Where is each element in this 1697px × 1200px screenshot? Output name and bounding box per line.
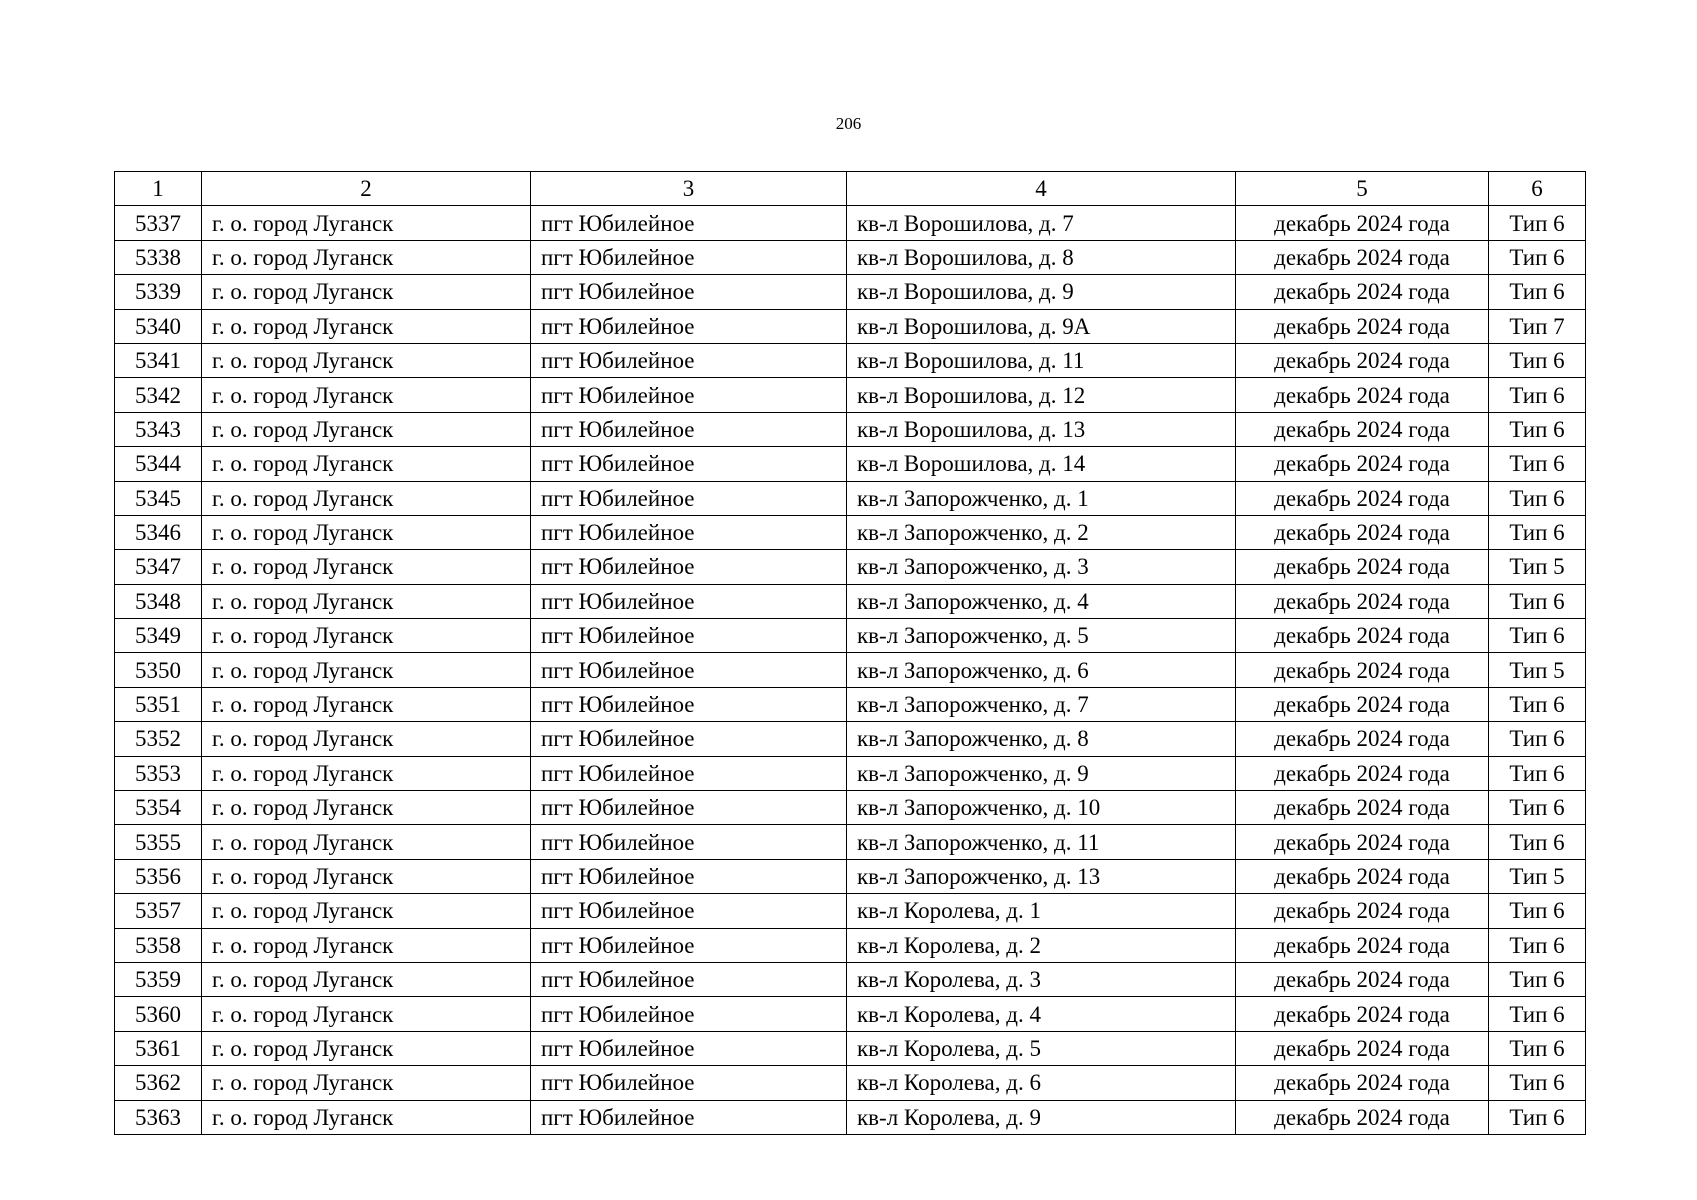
settlement-cell: пгт Юбилейное: [531, 687, 847, 721]
settlement-cell: пгт Юбилейное: [531, 653, 847, 687]
table-row: [115, 240, 1586, 274]
settlement-cell: пгт Юбилейное: [531, 1100, 847, 1134]
settlement-cell: пгт Юбилейное: [531, 756, 847, 790]
type-cell: Тип 6: [1489, 962, 1586, 996]
municipality-cell: г. о. город Луганск: [202, 825, 531, 859]
row-number-cell: 5342: [115, 378, 202, 412]
address-cell: кв-л Ворошилова, д. 9А: [847, 309, 1236, 343]
type-cell: Тип 6: [1489, 481, 1586, 515]
deadline-cell: декабрь 2024 года: [1236, 412, 1489, 446]
table-row: [115, 447, 1586, 481]
municipality-cell: г. о. город Луганск: [202, 619, 531, 653]
type-cell: Тип 6: [1489, 825, 1586, 859]
settlement-cell: пгт Юбилейное: [531, 928, 847, 962]
deadline-cell: декабрь 2024 года: [1236, 791, 1489, 825]
municipality-cell: г. о. город Луганск: [202, 859, 531, 893]
settlement-cell: пгт Юбилейное: [531, 412, 847, 446]
municipality-cell: г. о. город Луганск: [202, 481, 531, 515]
deadline-cell: декабрь 2024 года: [1236, 515, 1489, 549]
municipality-cell: г. о. город Луганск: [202, 206, 531, 240]
address-cell: кв-л Ворошилова, д. 7: [847, 206, 1236, 240]
settlement-cell: пгт Юбилейное: [531, 447, 847, 481]
municipality-cell: г. о. город Луганск: [202, 894, 531, 928]
table-row: [115, 825, 1586, 859]
deadline-cell: декабрь 2024 года: [1236, 343, 1489, 377]
settlement-cell: пгт Юбилейное: [531, 240, 847, 274]
settlement-cell: пгт Юбилейное: [531, 894, 847, 928]
row-number-cell: 5354: [115, 791, 202, 825]
municipality-cell: г. о. город Луганск: [202, 584, 531, 618]
deadline-cell: декабрь 2024 года: [1236, 1100, 1489, 1134]
deadline-cell: декабрь 2024 года: [1236, 825, 1489, 859]
deadline-cell: декабрь 2024 года: [1236, 240, 1489, 274]
address-cell: кв-л Ворошилова, д. 8: [847, 240, 1236, 274]
header-col-3: 3: [531, 172, 847, 206]
deadline-cell: декабрь 2024 года: [1236, 894, 1489, 928]
municipality-cell: г. о. город Луганск: [202, 412, 531, 446]
address-cell: кв-л Ворошилова, д. 14: [847, 447, 1236, 481]
municipality-cell: г. о. город Луганск: [202, 653, 531, 687]
settlement-cell: пгт Юбилейное: [531, 550, 847, 584]
type-cell: Тип 6: [1489, 687, 1586, 721]
row-number-cell: 5345: [115, 481, 202, 515]
type-cell: Тип 6: [1489, 722, 1586, 756]
settlement-cell: пгт Юбилейное: [531, 584, 847, 618]
header-col-4: 4: [847, 172, 1236, 206]
settlement-cell: пгт Юбилейное: [531, 378, 847, 412]
settlement-cell: пгт Юбилейное: [531, 515, 847, 549]
address-cell: кв-л Ворошилова, д. 13: [847, 412, 1236, 446]
deadline-cell: декабрь 2024 года: [1236, 653, 1489, 687]
table-row: [115, 687, 1586, 721]
deadline-cell: декабрь 2024 года: [1236, 447, 1489, 481]
deadline-cell: декабрь 2024 года: [1236, 722, 1489, 756]
register-table: [114, 171, 1586, 1135]
address-cell: кв-л Запорожченко, д. 11: [847, 825, 1236, 859]
table-row: [115, 619, 1586, 653]
settlement-cell: пгт Юбилейное: [531, 309, 847, 343]
municipality-cell: г. о. город Луганск: [202, 515, 531, 549]
deadline-cell: декабрь 2024 года: [1236, 687, 1489, 721]
table-row: [115, 653, 1586, 687]
address-cell: кв-л Запорожченко, д. 9: [847, 756, 1236, 790]
address-cell: кв-л Королева, д. 2: [847, 928, 1236, 962]
address-cell: кв-л Запорожченко, д. 3: [847, 550, 1236, 584]
municipality-cell: г. о. город Луганск: [202, 1031, 531, 1065]
type-cell: Тип 6: [1489, 894, 1586, 928]
address-cell: кв-л Ворошилова, д. 9: [847, 275, 1236, 309]
deadline-cell: декабрь 2024 года: [1236, 619, 1489, 653]
municipality-cell: г. о. город Луганск: [202, 1100, 531, 1134]
address-cell: кв-л Запорожченко, д. 8: [847, 722, 1236, 756]
table-row: [115, 962, 1586, 996]
settlement-cell: пгт Юбилейное: [531, 1066, 847, 1100]
table-row: [115, 275, 1586, 309]
settlement-cell: пгт Юбилейное: [531, 1031, 847, 1065]
row-number-cell: 5355: [115, 825, 202, 859]
type-cell: Тип 6: [1489, 378, 1586, 412]
table-row: [115, 481, 1586, 515]
municipality-cell: г. о. город Луганск: [202, 962, 531, 996]
address-cell: кв-л Ворошилова, д. 12: [847, 378, 1236, 412]
settlement-cell: пгт Юбилейное: [531, 962, 847, 996]
row-number-cell: 5338: [115, 240, 202, 274]
table-row: [115, 584, 1586, 618]
type-cell: Тип 6: [1489, 584, 1586, 618]
type-cell: Тип 6: [1489, 928, 1586, 962]
settlement-cell: пгт Юбилейное: [531, 481, 847, 515]
header-col-1: 1: [115, 172, 202, 206]
municipality-cell: г. о. город Луганск: [202, 756, 531, 790]
row-number-cell: 5337: [115, 206, 202, 240]
row-number-cell: 5352: [115, 722, 202, 756]
row-number-cell: 5358: [115, 928, 202, 962]
deadline-cell: декабрь 2024 года: [1236, 997, 1489, 1031]
type-cell: Тип 7: [1489, 309, 1586, 343]
row-number-cell: 5341: [115, 343, 202, 377]
deadline-cell: декабрь 2024 года: [1236, 1066, 1489, 1100]
address-cell: кв-л Запорожченко, д. 4: [847, 584, 1236, 618]
municipality-cell: г. о. город Луганск: [202, 550, 531, 584]
settlement-cell: пгт Юбилейное: [531, 206, 847, 240]
row-number-cell: 5360: [115, 997, 202, 1031]
address-cell: кв-л Королева, д. 5: [847, 1031, 1236, 1065]
type-cell: Тип 5: [1489, 550, 1586, 584]
row-number-cell: 5349: [115, 619, 202, 653]
table-row: [115, 1031, 1586, 1065]
settlement-cell: пгт Юбилейное: [531, 791, 847, 825]
table-row: [115, 550, 1586, 584]
table-row: [115, 722, 1586, 756]
type-cell: Тип 6: [1489, 343, 1586, 377]
municipality-cell: г. о. город Луганск: [202, 275, 531, 309]
row-number-cell: 5344: [115, 447, 202, 481]
table-row: [115, 309, 1586, 343]
table-row: [115, 1066, 1586, 1100]
deadline-cell: декабрь 2024 года: [1236, 962, 1489, 996]
address-cell: кв-л Запорожченко, д. 13: [847, 859, 1236, 893]
deadline-cell: декабрь 2024 года: [1236, 756, 1489, 790]
row-number-cell: 5343: [115, 412, 202, 446]
table-row: [115, 412, 1586, 446]
table-row: [115, 378, 1586, 412]
address-cell: кв-л Запорожченко, д. 1: [847, 481, 1236, 515]
type-cell: Тип 5: [1489, 653, 1586, 687]
table-row: [115, 859, 1586, 893]
settlement-cell: пгт Юбилейное: [531, 619, 847, 653]
settlement-cell: пгт Юбилейное: [531, 722, 847, 756]
deadline-cell: декабрь 2024 года: [1236, 309, 1489, 343]
municipality-cell: г. о. город Луганск: [202, 722, 531, 756]
type-cell: Тип 5: [1489, 859, 1586, 893]
table-row: [115, 791, 1586, 825]
row-number-cell: 5357: [115, 894, 202, 928]
deadline-cell: декабрь 2024 года: [1236, 378, 1489, 412]
municipality-cell: г. о. город Луганск: [202, 928, 531, 962]
type-cell: Тип 6: [1489, 275, 1586, 309]
type-cell: Тип 6: [1489, 619, 1586, 653]
address-cell: кв-л Королева, д. 1: [847, 894, 1236, 928]
table-row: [115, 1100, 1586, 1134]
header-col-2: 2: [202, 172, 531, 206]
municipality-cell: г. о. город Луганск: [202, 343, 531, 377]
address-cell: кв-л Королева, д. 9: [847, 1100, 1236, 1134]
row-number-cell: 5350: [115, 653, 202, 687]
type-cell: Тип 6: [1489, 206, 1586, 240]
row-number-cell: 5356: [115, 859, 202, 893]
row-number-cell: 5339: [115, 275, 202, 309]
type-cell: Тип 6: [1489, 515, 1586, 549]
settlement-cell: пгт Юбилейное: [531, 275, 847, 309]
table-row: [115, 997, 1586, 1031]
table-row: [115, 515, 1586, 549]
settlement-cell: пгт Юбилейное: [531, 859, 847, 893]
address-cell: кв-л Запорожченко, д. 2: [847, 515, 1236, 549]
row-number-cell: 5363: [115, 1100, 202, 1134]
table-row: [115, 343, 1586, 377]
row-number-cell: 5359: [115, 962, 202, 996]
table-row: [115, 894, 1586, 928]
deadline-cell: декабрь 2024 года: [1236, 275, 1489, 309]
deadline-cell: декабрь 2024 года: [1236, 206, 1489, 240]
type-cell: Тип 6: [1489, 1031, 1586, 1065]
type-cell: Тип 6: [1489, 1100, 1586, 1134]
type-cell: Тип 6: [1489, 756, 1586, 790]
deadline-cell: декабрь 2024 года: [1236, 550, 1489, 584]
municipality-cell: г. о. город Луганск: [202, 997, 531, 1031]
address-cell: кв-л Запорожченко, д. 6: [847, 653, 1236, 687]
address-cell: кв-л Запорожченко, д. 10: [847, 791, 1236, 825]
type-cell: Тип 6: [1489, 447, 1586, 481]
row-number-cell: 5351: [115, 687, 202, 721]
municipality-cell: г. о. город Луганск: [202, 791, 531, 825]
table-row: [115, 756, 1586, 790]
table-body: [115, 206, 1586, 1135]
settlement-cell: пгт Юбилейное: [531, 825, 847, 859]
type-cell: Тип 6: [1489, 412, 1586, 446]
row-number-cell: 5347: [115, 550, 202, 584]
header-col-6: 6: [1489, 172, 1586, 206]
deadline-cell: декабрь 2024 года: [1236, 859, 1489, 893]
row-number-cell: 5362: [115, 1066, 202, 1100]
row-number-cell: 5348: [115, 584, 202, 618]
table-row: [115, 928, 1586, 962]
address-cell: кв-л Королева, д. 6: [847, 1066, 1236, 1100]
municipality-cell: г. о. город Луганск: [202, 1066, 531, 1100]
row-number-cell: 5353: [115, 756, 202, 790]
type-cell: Тип 6: [1489, 1066, 1586, 1100]
deadline-cell: декабрь 2024 года: [1236, 584, 1489, 618]
address-cell: кв-л Ворошилова, д. 11: [847, 343, 1236, 377]
row-number-cell: 5340: [115, 309, 202, 343]
municipality-cell: г. о. город Луганск: [202, 240, 531, 274]
type-cell: Тип 6: [1489, 240, 1586, 274]
type-cell: Тип 6: [1489, 997, 1586, 1031]
type-cell: Тип 6: [1489, 791, 1586, 825]
row-number-cell: 5361: [115, 1031, 202, 1065]
table-header: [115, 172, 1586, 206]
header-col-5: 5: [1236, 172, 1489, 206]
deadline-cell: декабрь 2024 года: [1236, 481, 1489, 515]
municipality-cell: г. о. город Луганск: [202, 447, 531, 481]
row-number-cell: 5346: [115, 515, 202, 549]
municipality-cell: г. о. город Луганск: [202, 378, 531, 412]
address-cell: кв-л Королева, д. 4: [847, 997, 1236, 1031]
table-row: [115, 206, 1586, 240]
address-cell: кв-л Запорожченко, д. 7: [847, 687, 1236, 721]
deadline-cell: декабрь 2024 года: [1236, 928, 1489, 962]
settlement-cell: пгт Юбилейное: [531, 343, 847, 377]
deadline-cell: декабрь 2024 года: [1236, 1031, 1489, 1065]
municipality-cell: г. о. город Луганск: [202, 309, 531, 343]
municipality-cell: г. о. город Луганск: [202, 687, 531, 721]
settlement-cell: пгт Юбилейное: [531, 997, 847, 1031]
address-cell: кв-л Запорожченко, д. 5: [847, 619, 1236, 653]
header-row: [115, 172, 1586, 206]
address-cell: кв-л Королева, д. 3: [847, 962, 1236, 996]
page-number: 206: [835, 114, 862, 133]
